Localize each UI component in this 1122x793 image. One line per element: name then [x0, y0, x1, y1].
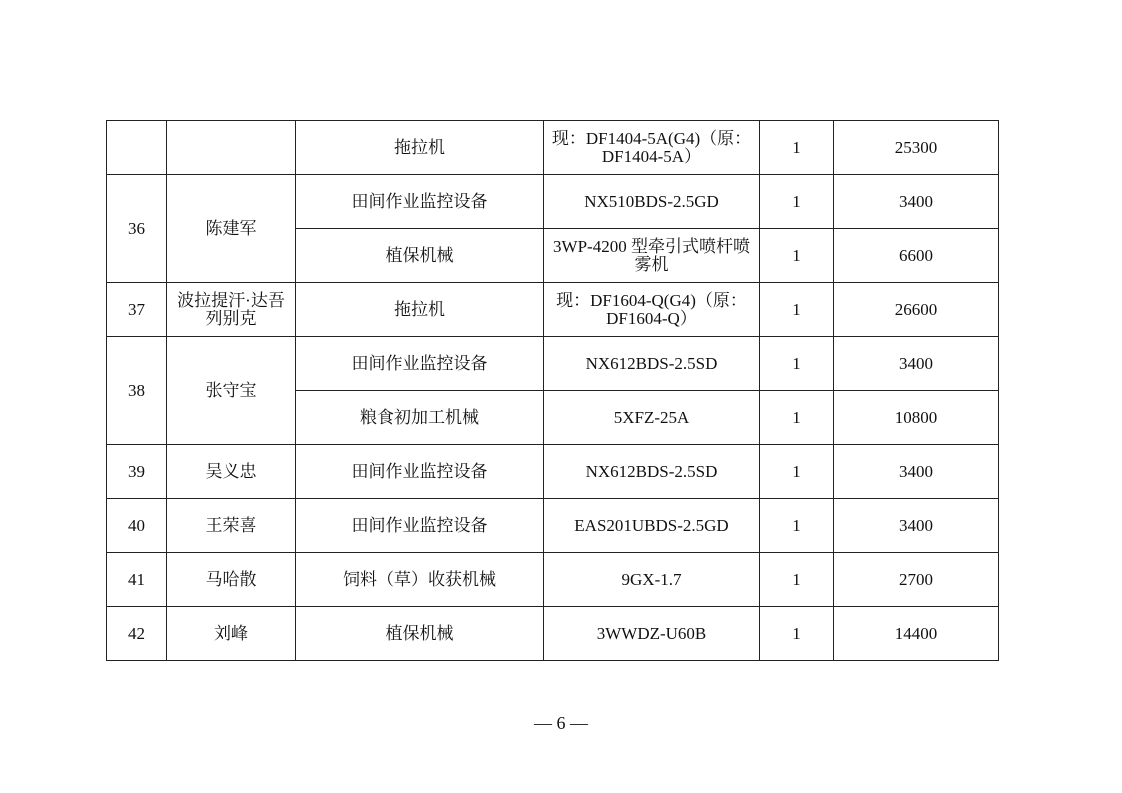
table-row	[107, 607, 999, 661]
subsidy-amount: 14400	[834, 607, 999, 661]
equipment-type: 田间作业监控设备	[296, 175, 544, 229]
equipment-type: 植保机械	[296, 229, 544, 283]
applicant-name: 马哈散	[167, 553, 296, 607]
applicant-name: 吴义忠	[167, 445, 296, 499]
applicant-name: 陈建军	[167, 175, 296, 283]
quantity: 1	[760, 607, 834, 661]
row-number: 38	[107, 337, 167, 445]
model-number: 现：DF1604-Q(G4)（原：DF1604-Q）	[544, 283, 760, 337]
equipment-type: 田间作业监控设备	[296, 337, 544, 391]
equipment-type: 田间作业监控设备	[296, 499, 544, 553]
quantity: 1	[760, 445, 834, 499]
subsidy-amount: 3400	[834, 175, 999, 229]
quantity: 1	[760, 283, 834, 337]
table-row	[107, 553, 999, 607]
subsidy-amount: 3400	[834, 499, 999, 553]
equipment-type: 田间作业监控设备	[296, 445, 544, 499]
model-number: 3WP-4200 型牵引式喷杆喷雾机	[544, 229, 760, 283]
equipment-type: 拖拉机	[296, 283, 544, 337]
equipment-type: 拖拉机	[296, 121, 544, 175]
page-number: — 6 —	[534, 713, 588, 733]
model-number: 5XFZ-25A	[544, 391, 760, 445]
row-number: 40	[107, 499, 167, 553]
quantity: 1	[760, 391, 834, 445]
table-row	[107, 337, 999, 391]
row-number: 36	[107, 175, 167, 283]
table-row	[107, 499, 999, 553]
model-number: EAS201UBDS-2.5GD	[544, 499, 760, 553]
quantity: 1	[760, 499, 834, 553]
subsidy-amount: 25300	[834, 121, 999, 175]
applicant-name: 张守宝	[167, 337, 296, 445]
equipment-type: 饲料（草）收获机械	[296, 553, 544, 607]
table-row	[107, 175, 999, 229]
subsidy-amount: 3400	[834, 445, 999, 499]
subsidy-amount: 3400	[834, 337, 999, 391]
row-number: 37	[107, 283, 167, 337]
applicant-name: 波拉提汗·达吾列别克	[167, 283, 296, 337]
row-number: 41	[107, 553, 167, 607]
row-number	[107, 121, 167, 175]
applicant-name	[167, 121, 296, 175]
row-number: 39	[107, 445, 167, 499]
quantity: 1	[760, 337, 834, 391]
subsidy-amount: 26600	[834, 283, 999, 337]
subsidy-amount: 10800	[834, 391, 999, 445]
quantity: 1	[760, 229, 834, 283]
quantity: 1	[760, 553, 834, 607]
model-number: NX612BDS-2.5SD	[544, 337, 760, 391]
model-number: 3WWDZ-U60B	[544, 607, 760, 661]
quantity: 1	[760, 175, 834, 229]
data-table	[106, 120, 999, 661]
model-number: 9GX-1.7	[544, 553, 760, 607]
subsidy-amount: 6600	[834, 229, 999, 283]
table-row	[107, 283, 999, 337]
quantity: 1	[760, 121, 834, 175]
subsidy-amount: 2700	[834, 553, 999, 607]
applicant-name: 刘峰	[167, 607, 296, 661]
table-row	[107, 445, 999, 499]
applicant-name: 王荣喜	[167, 499, 296, 553]
row-number: 42	[107, 607, 167, 661]
equipment-type: 粮食初加工机械	[296, 391, 544, 445]
table-row	[107, 121, 999, 175]
model-number: NX612BDS-2.5SD	[544, 445, 760, 499]
model-number: NX510BDS-2.5GD	[544, 175, 760, 229]
model-number: 现：DF1404-5A(G4)（原：DF1404-5A）	[544, 121, 760, 175]
equipment-type: 植保机械	[296, 607, 544, 661]
